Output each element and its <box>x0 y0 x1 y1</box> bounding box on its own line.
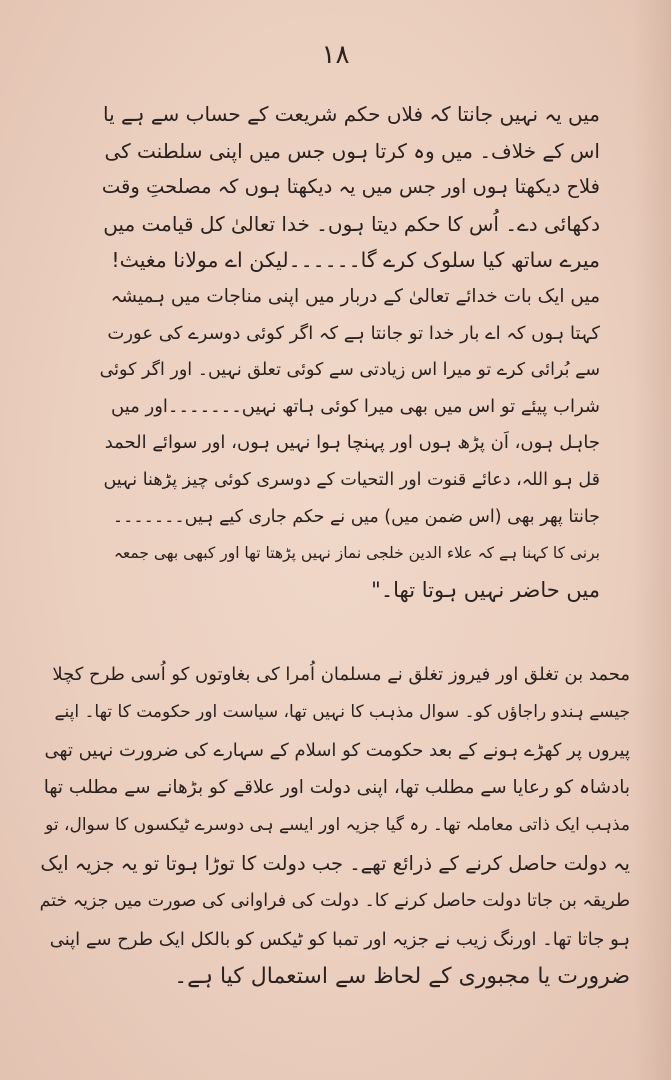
text-line: محمد بن تغلق اور فیروز تغلق نے مسلمان اُمرا کی بغاوتوں کو اُسی طرح کچلا <box>52 664 630 685</box>
quoted-passage <box>100 96 600 608</box>
text-line: ہو جاتا تھا۔ اورنگ زیب نے جزیہ اور تمبا کو ٹیکس کو بالکل ایک طرح سے اپنی <box>49 928 630 950</box>
text-line: شراب پیئے تو اس میں بھی میرا کوئی ہاتھ نہیں۔۔۔۔۔۔۔اور میں <box>111 395 600 417</box>
text-line: پیروں پر کھڑے ہونے کے بعد حکومت کو اسلام کے سہارے کی ضرورت نہیں تھی <box>44 739 630 761</box>
text-line: دکھائی دے۔ اُس کا حکم دیتا ہوں۔ خدا تعالیٰ کل قیامت میں <box>103 211 600 236</box>
text-line: میرے ساتھ کیا سلوک کرے گا۔۔۔۔۔۔لیکن اے مولانا مغیث! <box>111 248 600 273</box>
text-line: جیسے ہندو راجاؤں کو۔ سوال مذہب کا نہیں تھا، سیاست اور حکومت کا تھا۔ اپنے <box>54 701 630 722</box>
text-line: کہتا ہوں کہ اے بار خدا تو جانتا ہے کہ اگر کوئی دوسرے کی عورت <box>107 322 600 344</box>
text-line: جانتا پھر بھی (اس ضمن میں) میں نے حکم جاری کیے ہیں۔۔۔۔۔۔۔ <box>112 506 600 527</box>
body-paragraph <box>40 656 630 996</box>
text-line: ضرورت یا مجبوری کے لحاظ سے استعمال کیا ہے۔ <box>174 964 630 990</box>
text-line: میں حاضر نہیں ہوتا تھا۔" <box>371 577 600 602</box>
text-line: میں یہ نہیں جانتا کہ فلاں حکم شریعت کے حساب سے ہے یا <box>103 102 600 126</box>
page-number: ۱۸ <box>321 40 350 70</box>
text-line: قل ہو اللہ، دعائے قنوت اور التحیات کے دوسری کوئی چیز پڑھنا نہیں <box>103 469 600 490</box>
text-line: مذہب ایک ذاتی معاملہ تھا۔ رہ گیا جزیہ اور ایسے ہی دوسرے ٹیکسوں کا سوال، تو <box>45 815 630 836</box>
text-line: یہ دولت حاصل کرنے کے ذرائع تھے۔ جب دولت کا توڑا ہوتا تو یہ جزیہ ایک <box>40 851 630 875</box>
text-line: سے بُرائی کرے تو میرا اس زیادتی سے کوئی تعلق نہیں۔ اور اگر کوئی <box>100 360 600 381</box>
text-line: طریقہ بن جاتا دولت حاصل کرنے کا۔ دولت کی فراوانی کی صورت میں جزیہ ختم <box>40 890 630 911</box>
text-line: جاہل ہوں، اَن پڑھ ہوں اور پہنچا ہوا نہیں ہوں، اور سوائے الحمد <box>104 432 600 454</box>
text-line: اس کے خلاف۔ میں وہ کرتا ہوں جس میں اپنی سلطنت کی <box>104 138 600 163</box>
text-line: برنی کا کہنا ہے کہ علاء الدین خلجی نماز نہیں پڑھتا تھا اور کبھی بھی جمعہ <box>113 544 600 563</box>
text-line: فلاح دیکھتا ہوں اور جس میں یہ دیکھتا ہوں کہ مصلحتِ وقت <box>101 175 600 199</box>
text-line: بادشاہ کو رعایا سے مطلب تھا، اپنی دولت اور علاقے کو بڑھانے سے مطلب تھا <box>43 777 630 799</box>
text-line: میں ایک بات خدائے تعالیٰ کے دربار میں اپنی مناجات میں ہمیشہ <box>110 285 600 307</box>
